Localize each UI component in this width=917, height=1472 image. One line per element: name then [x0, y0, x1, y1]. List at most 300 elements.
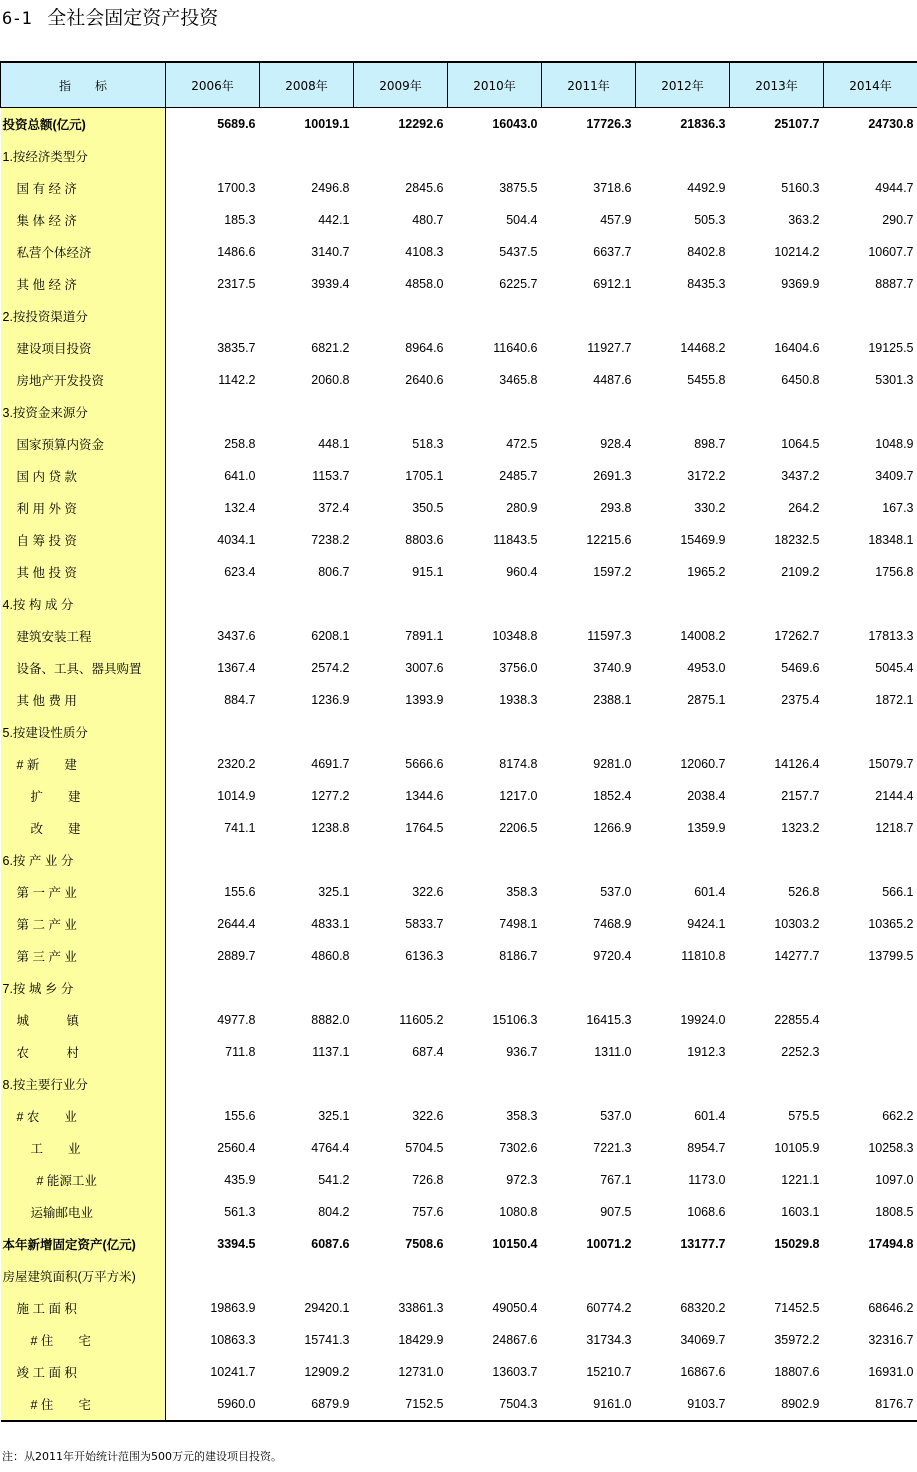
value-cell — [166, 1068, 260, 1100]
value-cell: 19863.9 — [210, 1301, 256, 1315]
value-cell: 1221.1 — [781, 1173, 820, 1187]
value-cell: 4034.1 — [217, 533, 256, 547]
value-cell: 472.5 — [506, 437, 538, 451]
value-cell: 18348.1 — [868, 533, 914, 547]
value-cell — [542, 588, 636, 620]
value-cell: 442.1 — [318, 213, 350, 227]
row-label: 改 建 — [1, 812, 166, 844]
row-label: # 住 宅 — [1, 1388, 166, 1421]
value-cell: 2640.6 — [405, 373, 444, 387]
value-cell: 1764.5 — [405, 821, 444, 835]
value-cell — [636, 300, 730, 332]
table-row — [1, 428, 917, 460]
value-cell — [448, 1068, 542, 1100]
value-cell — [636, 1260, 730, 1292]
value-cell: 504.4 — [506, 213, 538, 227]
value-cell: 19125.5 — [868, 341, 914, 355]
value-cell: 167.3 — [882, 501, 914, 515]
value-cell: 18807.6 — [774, 1365, 820, 1379]
value-cell: 972.3 — [506, 1173, 538, 1187]
value-cell: 13799.5 — [868, 949, 914, 963]
value-cell: 7504.3 — [448, 1388, 542, 1421]
table-row — [1, 1260, 917, 1292]
value-cell: 11810.8 — [681, 949, 726, 963]
value-cell: 5704.5 — [405, 1141, 444, 1155]
value-cell: 1603.1 — [781, 1205, 820, 1219]
value-cell: 10303.2 — [774, 917, 820, 931]
value-cell: 22855.4 — [774, 1013, 820, 1027]
table-row — [1, 1388, 917, 1421]
value-cell: 6879.9 — [260, 1388, 354, 1421]
value-cell: 9720.4 — [593, 949, 632, 963]
value-cell: 1872.1 — [875, 693, 914, 707]
value-cell: 10071.2 — [586, 1237, 632, 1251]
value-cell — [166, 1260, 260, 1292]
value-cell: 537.0 — [600, 1109, 632, 1123]
value-cell: 1344.6 — [405, 789, 444, 803]
value-cell — [260, 844, 354, 876]
value-cell: 325.1 — [318, 1109, 350, 1123]
value-cell: 6637.7 — [593, 245, 632, 259]
value-cell: 8186.7 — [499, 949, 538, 963]
value-cell: 10348.8 — [492, 629, 538, 643]
value-cell: 17813.3 — [868, 629, 914, 643]
value-cell: 928.4 — [600, 437, 632, 451]
value-cell: 290.7 — [882, 213, 914, 227]
value-cell: 2560.4 — [217, 1141, 256, 1155]
value-cell: 2388.1 — [593, 693, 632, 707]
value-cell: 350.5 — [412, 501, 444, 515]
value-cell: 71452.5 — [774, 1301, 820, 1315]
value-cell: 8954.7 — [687, 1141, 726, 1155]
value-cell: 6208.1 — [311, 629, 350, 643]
value-cell — [448, 140, 542, 172]
table-row — [1, 620, 917, 652]
table-row — [1, 1132, 917, 1164]
value-cell: 4833.1 — [311, 917, 350, 931]
value-cell — [636, 396, 730, 428]
value-cell: 960.4 — [506, 565, 538, 579]
value-cell: 5160.3 — [781, 181, 820, 195]
table-row — [1, 556, 917, 588]
table-row — [1, 364, 917, 396]
value-cell: 3437.2 — [781, 469, 820, 483]
value-cell: 13603.7 — [492, 1365, 538, 1379]
value-cell: 566.1 — [882, 885, 914, 899]
table-row — [1, 652, 917, 684]
value-cell: 3756.0 — [499, 661, 538, 675]
value-cell: 155.6 — [224, 885, 256, 899]
header-year: 2006年 — [166, 62, 260, 108]
value-cell: 1367.4 — [217, 661, 256, 675]
table-row — [1, 588, 917, 620]
value-cell: 1068.6 — [687, 1205, 726, 1219]
table-row — [1, 1228, 917, 1260]
value-cell: 25107.7 — [774, 117, 820, 131]
value-cell: 1238.8 — [311, 821, 350, 835]
value-cell — [166, 716, 260, 748]
value-cell: 12731.0 — [398, 1365, 444, 1379]
value-cell: 1486.6 — [217, 245, 256, 259]
value-cell: 12292.6 — [398, 117, 444, 131]
value-cell: 4860.8 — [311, 949, 350, 963]
value-cell: 1912.3 — [687, 1045, 726, 1059]
value-cell: 14468.2 — [680, 341, 726, 355]
value-cell: 18232.5 — [774, 533, 820, 547]
value-cell: 17262.7 — [774, 629, 820, 643]
table-row — [1, 748, 917, 780]
value-cell: 435.9 — [224, 1173, 256, 1187]
value-cell: 4691.7 — [311, 757, 350, 771]
value-cell: 2691.3 — [593, 469, 632, 483]
value-cell — [354, 1260, 448, 1292]
row-label: 竣 工 面 积 — [1, 1356, 166, 1388]
row-label: 6.按 产 业 分 — [1, 844, 166, 876]
value-cell: 7152.5 — [354, 1388, 448, 1421]
value-cell: 5689.6 — [217, 117, 256, 131]
value-cell — [636, 1068, 730, 1100]
value-cell: 3875.5 — [499, 181, 538, 195]
value-cell — [448, 396, 542, 428]
value-cell: 322.6 — [412, 1109, 444, 1123]
value-cell: 5666.6 — [405, 757, 444, 771]
table-row — [1, 396, 917, 428]
value-cell: 8402.8 — [687, 245, 726, 259]
value-cell: 1142.2 — [218, 373, 256, 387]
value-cell: 7498.1 — [499, 917, 538, 931]
value-cell: 14008.2 — [680, 629, 726, 643]
value-cell: 11605.2 — [399, 1013, 444, 1027]
value-cell: 5437.5 — [499, 245, 538, 259]
value-cell: 32316.7 — [868, 1333, 914, 1347]
table-number: 6-1 — [2, 9, 32, 29]
value-cell: 10241.7 — [210, 1365, 256, 1379]
value-cell: 21836.3 — [680, 117, 726, 131]
row-label: 第 二 产 业 — [1, 908, 166, 940]
table-row — [1, 268, 917, 300]
value-cell: 907.5 — [600, 1205, 632, 1219]
value-cell: 1080.8 — [499, 1205, 538, 1219]
value-cell: 936.7 — [506, 1045, 538, 1059]
value-cell — [448, 716, 542, 748]
header-year: 2011年 — [542, 62, 636, 108]
value-cell: 5469.6 — [781, 661, 820, 675]
value-cell: 8803.6 — [405, 533, 444, 547]
table-body — [1, 108, 917, 1422]
value-cell: 2574.2 — [311, 661, 350, 675]
value-cell: 5045.4 — [875, 661, 914, 675]
value-cell: 3718.6 — [593, 181, 632, 195]
footnote: 注：从2011年开始统计范围为500万元的建设项目投资。 — [2, 1450, 282, 1463]
value-cell: 6912.1 — [593, 277, 632, 291]
row-label: 国 内 贷 款 — [1, 460, 166, 492]
value-cell: 3740.9 — [593, 661, 632, 675]
header-year: 2014年 — [824, 62, 917, 108]
value-cell: 6087.6 — [311, 1237, 350, 1251]
value-cell: 2875.1 — [687, 693, 726, 707]
table-row — [1, 1004, 917, 1036]
row-label: 其 他 投 资 — [1, 556, 166, 588]
row-label: 投资总额(亿元) — [1, 108, 166, 141]
value-cell: 9369.9 — [781, 277, 820, 291]
value-cell: 2375.4 — [781, 693, 820, 707]
value-cell: 4858.0 — [405, 277, 444, 291]
value-cell — [260, 300, 354, 332]
value-cell: 1153.7 — [312, 469, 350, 483]
value-cell — [730, 396, 824, 428]
value-cell: 14277.7 — [774, 949, 820, 963]
value-cell: 7468.9 — [593, 917, 632, 931]
value-cell — [824, 140, 917, 172]
value-cell: 687.4 — [412, 1045, 444, 1059]
value-cell: 11640.6 — [493, 341, 538, 355]
value-cell: 8176.7 — [824, 1388, 917, 1421]
row-label: 农 村 — [1, 1036, 166, 1068]
value-cell — [260, 972, 354, 1004]
row-label: 其 他 费 用 — [1, 684, 166, 716]
value-cell: 3394.5 — [217, 1237, 256, 1251]
value-cell: 505.3 — [694, 213, 726, 227]
value-cell — [354, 716, 448, 748]
value-cell — [166, 588, 260, 620]
value-cell: 9161.0 — [542, 1388, 636, 1421]
header-year: 2009年 — [354, 62, 448, 108]
value-cell: 363.2 — [788, 213, 820, 227]
value-cell: 293.8 — [600, 501, 632, 515]
value-cell: 15741.3 — [304, 1333, 350, 1347]
value-cell — [542, 300, 636, 332]
table-row — [1, 1036, 917, 1068]
value-cell: 1218.7 — [875, 821, 914, 835]
value-cell: 4953.0 — [687, 661, 726, 675]
value-cell: 741.1 — [224, 821, 256, 835]
value-cell — [260, 716, 354, 748]
value-cell: 10365.2 — [868, 917, 914, 931]
value-cell — [824, 844, 917, 876]
table-row — [1, 780, 917, 812]
row-label: # 新 建 — [1, 748, 166, 780]
value-cell: 8174.8 — [499, 757, 538, 771]
value-cell: 372.4 — [318, 501, 350, 515]
value-cell: 16415.3 — [586, 1013, 632, 1027]
value-cell: 601.4 — [694, 1109, 726, 1123]
value-cell: 1173.0 — [688, 1173, 726, 1187]
value-cell: 280.9 — [506, 501, 538, 515]
row-label: 5.按建设性质分 — [1, 716, 166, 748]
value-cell: 24867.6 — [492, 1333, 538, 1347]
value-cell: 541.2 — [318, 1173, 350, 1187]
row-label: 其 他 经 济 — [1, 268, 166, 300]
header-year: 2008年 — [260, 62, 354, 108]
value-cell — [636, 140, 730, 172]
value-cell: 1236.9 — [311, 693, 350, 707]
value-cell: 3409.7 — [875, 469, 914, 483]
value-cell — [542, 1260, 636, 1292]
value-cell: 2144.4 — [875, 789, 914, 803]
value-cell: 1756.8 — [875, 565, 914, 579]
value-cell: 1048.9 — [875, 437, 914, 451]
row-label: 本年新增固定资产(亿元) — [1, 1228, 166, 1260]
data-table-container — [0, 61, 917, 1422]
value-cell — [166, 972, 260, 1004]
value-cell: 1700.3 — [217, 181, 256, 195]
value-cell: 155.6 — [224, 1109, 256, 1123]
value-cell: 8882.0 — [311, 1013, 350, 1027]
value-cell: 33861.3 — [398, 1301, 444, 1315]
value-cell — [824, 716, 917, 748]
value-cell: 641.0 — [224, 469, 256, 483]
value-cell: 16931.0 — [868, 1365, 914, 1379]
value-cell: 3140.7 — [311, 245, 350, 259]
value-cell: 3172.2 — [687, 469, 726, 483]
value-cell: 8964.6 — [405, 341, 444, 355]
value-cell — [636, 716, 730, 748]
value-cell: 10105.9 — [774, 1141, 820, 1155]
row-label: # 能源工业 — [1, 1164, 166, 1196]
value-cell: 806.7 — [318, 565, 350, 579]
value-cell: 601.4 — [694, 885, 726, 899]
value-cell: 185.3 — [224, 213, 256, 227]
value-cell: 34069.7 — [680, 1333, 726, 1347]
value-cell: 804.2 — [318, 1205, 350, 1219]
value-cell: 518.3 — [412, 437, 444, 451]
value-cell: 3465.8 — [499, 373, 538, 387]
value-cell: 35972.2 — [774, 1333, 820, 1347]
value-cell: 884.7 — [224, 693, 256, 707]
value-cell: 2206.5 — [499, 821, 538, 835]
value-cell: 4492.9 — [687, 181, 726, 195]
value-cell — [166, 396, 260, 428]
table-row — [1, 108, 917, 141]
value-cell: 7302.6 — [499, 1141, 538, 1155]
row-label: 建筑安装工程 — [1, 620, 166, 652]
header-year: 2013年 — [730, 62, 824, 108]
value-cell: 6821.2 — [311, 341, 350, 355]
row-label: 私营个体经济 — [1, 236, 166, 268]
row-label: 集 体 经 济 — [1, 204, 166, 236]
value-cell — [824, 396, 917, 428]
value-cell: 8902.9 — [730, 1388, 824, 1421]
value-cell: 15079.7 — [868, 757, 914, 771]
row-label: 房屋建筑面积(万平方米) — [1, 1260, 166, 1292]
table-row — [1, 812, 917, 844]
value-cell: 2060.8 — [311, 373, 350, 387]
value-cell — [636, 844, 730, 876]
value-cell: 457.9 — [600, 213, 632, 227]
table-title: 全社会固定资产投资 — [47, 7, 219, 29]
value-cell — [824, 1260, 917, 1292]
value-cell — [448, 1260, 542, 1292]
row-label: 国家预算内资金 — [1, 428, 166, 460]
value-cell: 7891.1 — [405, 629, 444, 643]
table-row — [1, 684, 917, 716]
value-cell: 12909.2 — [304, 1365, 350, 1379]
value-cell: 13177.7 — [680, 1237, 726, 1251]
value-cell: 4108.3 — [405, 245, 444, 259]
value-cell: 1097.0 — [875, 1173, 914, 1187]
header-indicator: 指 标 — [1, 62, 166, 108]
value-cell: 358.3 — [506, 885, 538, 899]
value-cell: 2317.5 — [217, 277, 256, 291]
value-cell: 7238.2 — [311, 533, 350, 547]
table-row — [1, 876, 917, 908]
value-cell: 2496.8 — [311, 181, 350, 195]
value-cell: 322.6 — [412, 885, 444, 899]
header-year: 2012年 — [636, 62, 730, 108]
value-cell: 9424.1 — [687, 917, 726, 931]
page-title — [2, 4, 218, 32]
table-row — [1, 236, 917, 268]
table-row — [1, 332, 917, 364]
value-cell: 5455.8 — [687, 373, 726, 387]
value-cell: 1217.0 — [499, 789, 538, 803]
table-row — [1, 1324, 917, 1356]
value-cell: 3437.6 — [217, 629, 256, 643]
value-cell: 1808.5 — [875, 1205, 914, 1219]
value-cell — [824, 588, 917, 620]
value-cell: 1137.1 — [312, 1045, 350, 1059]
value-cell: 898.7 — [694, 437, 726, 451]
value-cell: 1311.0 — [594, 1045, 632, 1059]
row-label: 国 有 经 济 — [1, 172, 166, 204]
table-row — [1, 1196, 917, 1228]
row-label: 房地产开发投资 — [1, 364, 166, 396]
value-cell: 24730.8 — [868, 117, 914, 131]
value-cell: 448.1 — [318, 437, 350, 451]
value-cell — [636, 588, 730, 620]
row-label: 利 用 外 资 — [1, 492, 166, 524]
value-cell — [730, 1068, 824, 1100]
value-cell: 561.3 — [224, 1205, 256, 1219]
value-cell: 623.4 — [224, 565, 256, 579]
value-cell: 8435.3 — [687, 277, 726, 291]
value-cell: 15029.8 — [774, 1237, 820, 1251]
value-cell: 10214.2 — [774, 245, 820, 259]
table-row — [1, 940, 917, 972]
value-cell — [542, 972, 636, 1004]
value-cell: 2109.2 — [781, 565, 820, 579]
value-cell: 4764.4 — [311, 1141, 350, 1155]
value-cell — [824, 300, 917, 332]
value-cell: 10863.3 — [210, 1333, 256, 1347]
value-cell — [260, 396, 354, 428]
table-row — [1, 172, 917, 204]
value-cell — [824, 1068, 917, 1100]
value-cell — [260, 1260, 354, 1292]
value-cell: 4977.8 — [217, 1013, 256, 1027]
value-cell: 5833.7 — [405, 917, 444, 931]
value-cell: 1938.3 — [499, 693, 538, 707]
table-row — [1, 1100, 917, 1132]
value-cell: 2252.3 — [781, 1045, 820, 1059]
table-row — [1, 908, 917, 940]
value-cell — [354, 140, 448, 172]
value-cell — [730, 588, 824, 620]
value-cell: 12060.7 — [680, 757, 726, 771]
value-cell: 711.8 — [225, 1045, 256, 1059]
table-row — [1, 1068, 917, 1100]
row-label: # 住 宅 — [1, 1324, 166, 1356]
value-cell: 16043.0 — [492, 117, 538, 131]
value-cell: 3835.7 — [217, 341, 256, 355]
value-cell — [730, 300, 824, 332]
table-row — [1, 204, 917, 236]
value-cell: 60774.2 — [586, 1301, 632, 1315]
value-cell: 9103.7 — [636, 1388, 730, 1421]
value-cell: 4944.7 — [875, 181, 914, 195]
value-cell: 757.6 — [412, 1205, 444, 1219]
value-cell — [354, 844, 448, 876]
